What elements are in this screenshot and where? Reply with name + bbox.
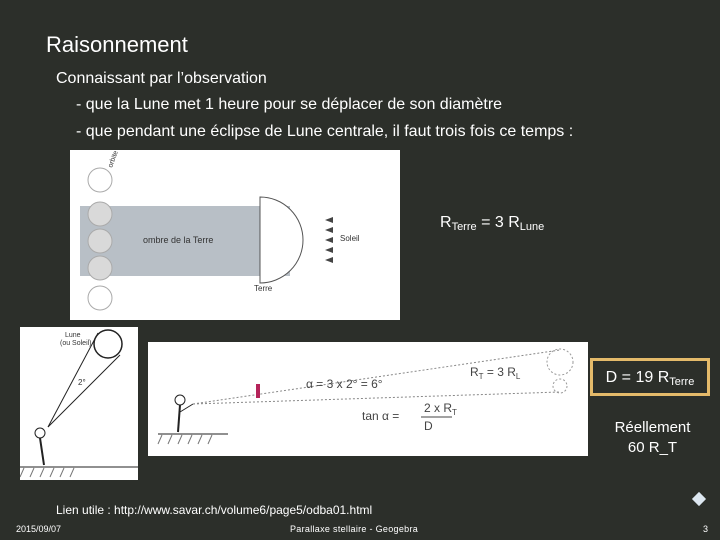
slide-date: 2015/09/07 [16,524,62,534]
bullet-moon-diameter: - que la Lune met 1 heure pour se déplacer de son diamètre [76,96,503,113]
radius-ratio-formula: $R_{Terre} = 3$ $R_{Lune}$ [440,214,545,233]
moon-outline [547,349,573,375]
angle-label: 2° [78,378,86,387]
parallax-figure [148,342,588,456]
actual-value: 60 R_T [627,439,678,456]
moon-position [88,202,112,226]
rt-equation: $R_T = 3$ $R_L$ [470,365,521,381]
observer-head [175,395,185,405]
ground-hatch [20,468,74,477]
alpha-equation: α = 3 x 2° = 6° [306,377,383,391]
intro-line: Connaissant par l’observation [56,70,267,87]
moon-disc [94,330,122,358]
moon-position [88,168,112,192]
useful-link[interactable]: Lien utile : http://www.savar.ch/volume6/page5/odba01.html [56,503,373,517]
ground-hatch [158,435,212,444]
distance-result-box: D = 19 $R_{Terre}$ [590,358,710,396]
moon-sun-label: (ou Soleil) [60,340,92,347]
sun-rays-arrows [325,217,333,263]
slide-title: Raisonnement [46,32,188,57]
sightline [48,355,120,427]
slide-footer: Parallaxe stellaire - Geogebra [290,524,419,534]
tan-lhs: tan α = [362,409,400,423]
sightline-bottom [193,392,560,404]
shadow-label: ombre de la Terre [143,235,214,245]
observer-body [40,438,44,465]
distance-marker [256,384,260,398]
observer-figure [20,327,138,480]
moon-position [88,229,112,253]
sun-label: Soleil [340,234,360,243]
observer-arm [180,404,193,412]
moon-label: Lune [65,332,81,339]
page-number: 3 [703,524,709,534]
tan-numerator: 2 x $R_T$ [424,401,457,417]
observer-body [178,405,180,432]
earth-label: Terre [254,284,273,293]
moon-position [88,256,112,280]
diamond-icon [692,492,706,506]
moon-outline-small [553,379,567,393]
actual-value-note [600,418,705,458]
orbit-label [107,150,131,169]
sightline [48,333,98,427]
earth-halfdisc [260,197,303,283]
actual-value-label: Réellement [614,419,691,436]
tan-denominator: D [424,419,433,433]
bullet-eclipse-duration: - que pendant une éclipse de Lune centrale, il faut trois fois ce temps : [76,123,574,140]
observer-head [35,428,45,438]
eclipse-figure [70,150,400,320]
moon-position [88,286,112,310]
